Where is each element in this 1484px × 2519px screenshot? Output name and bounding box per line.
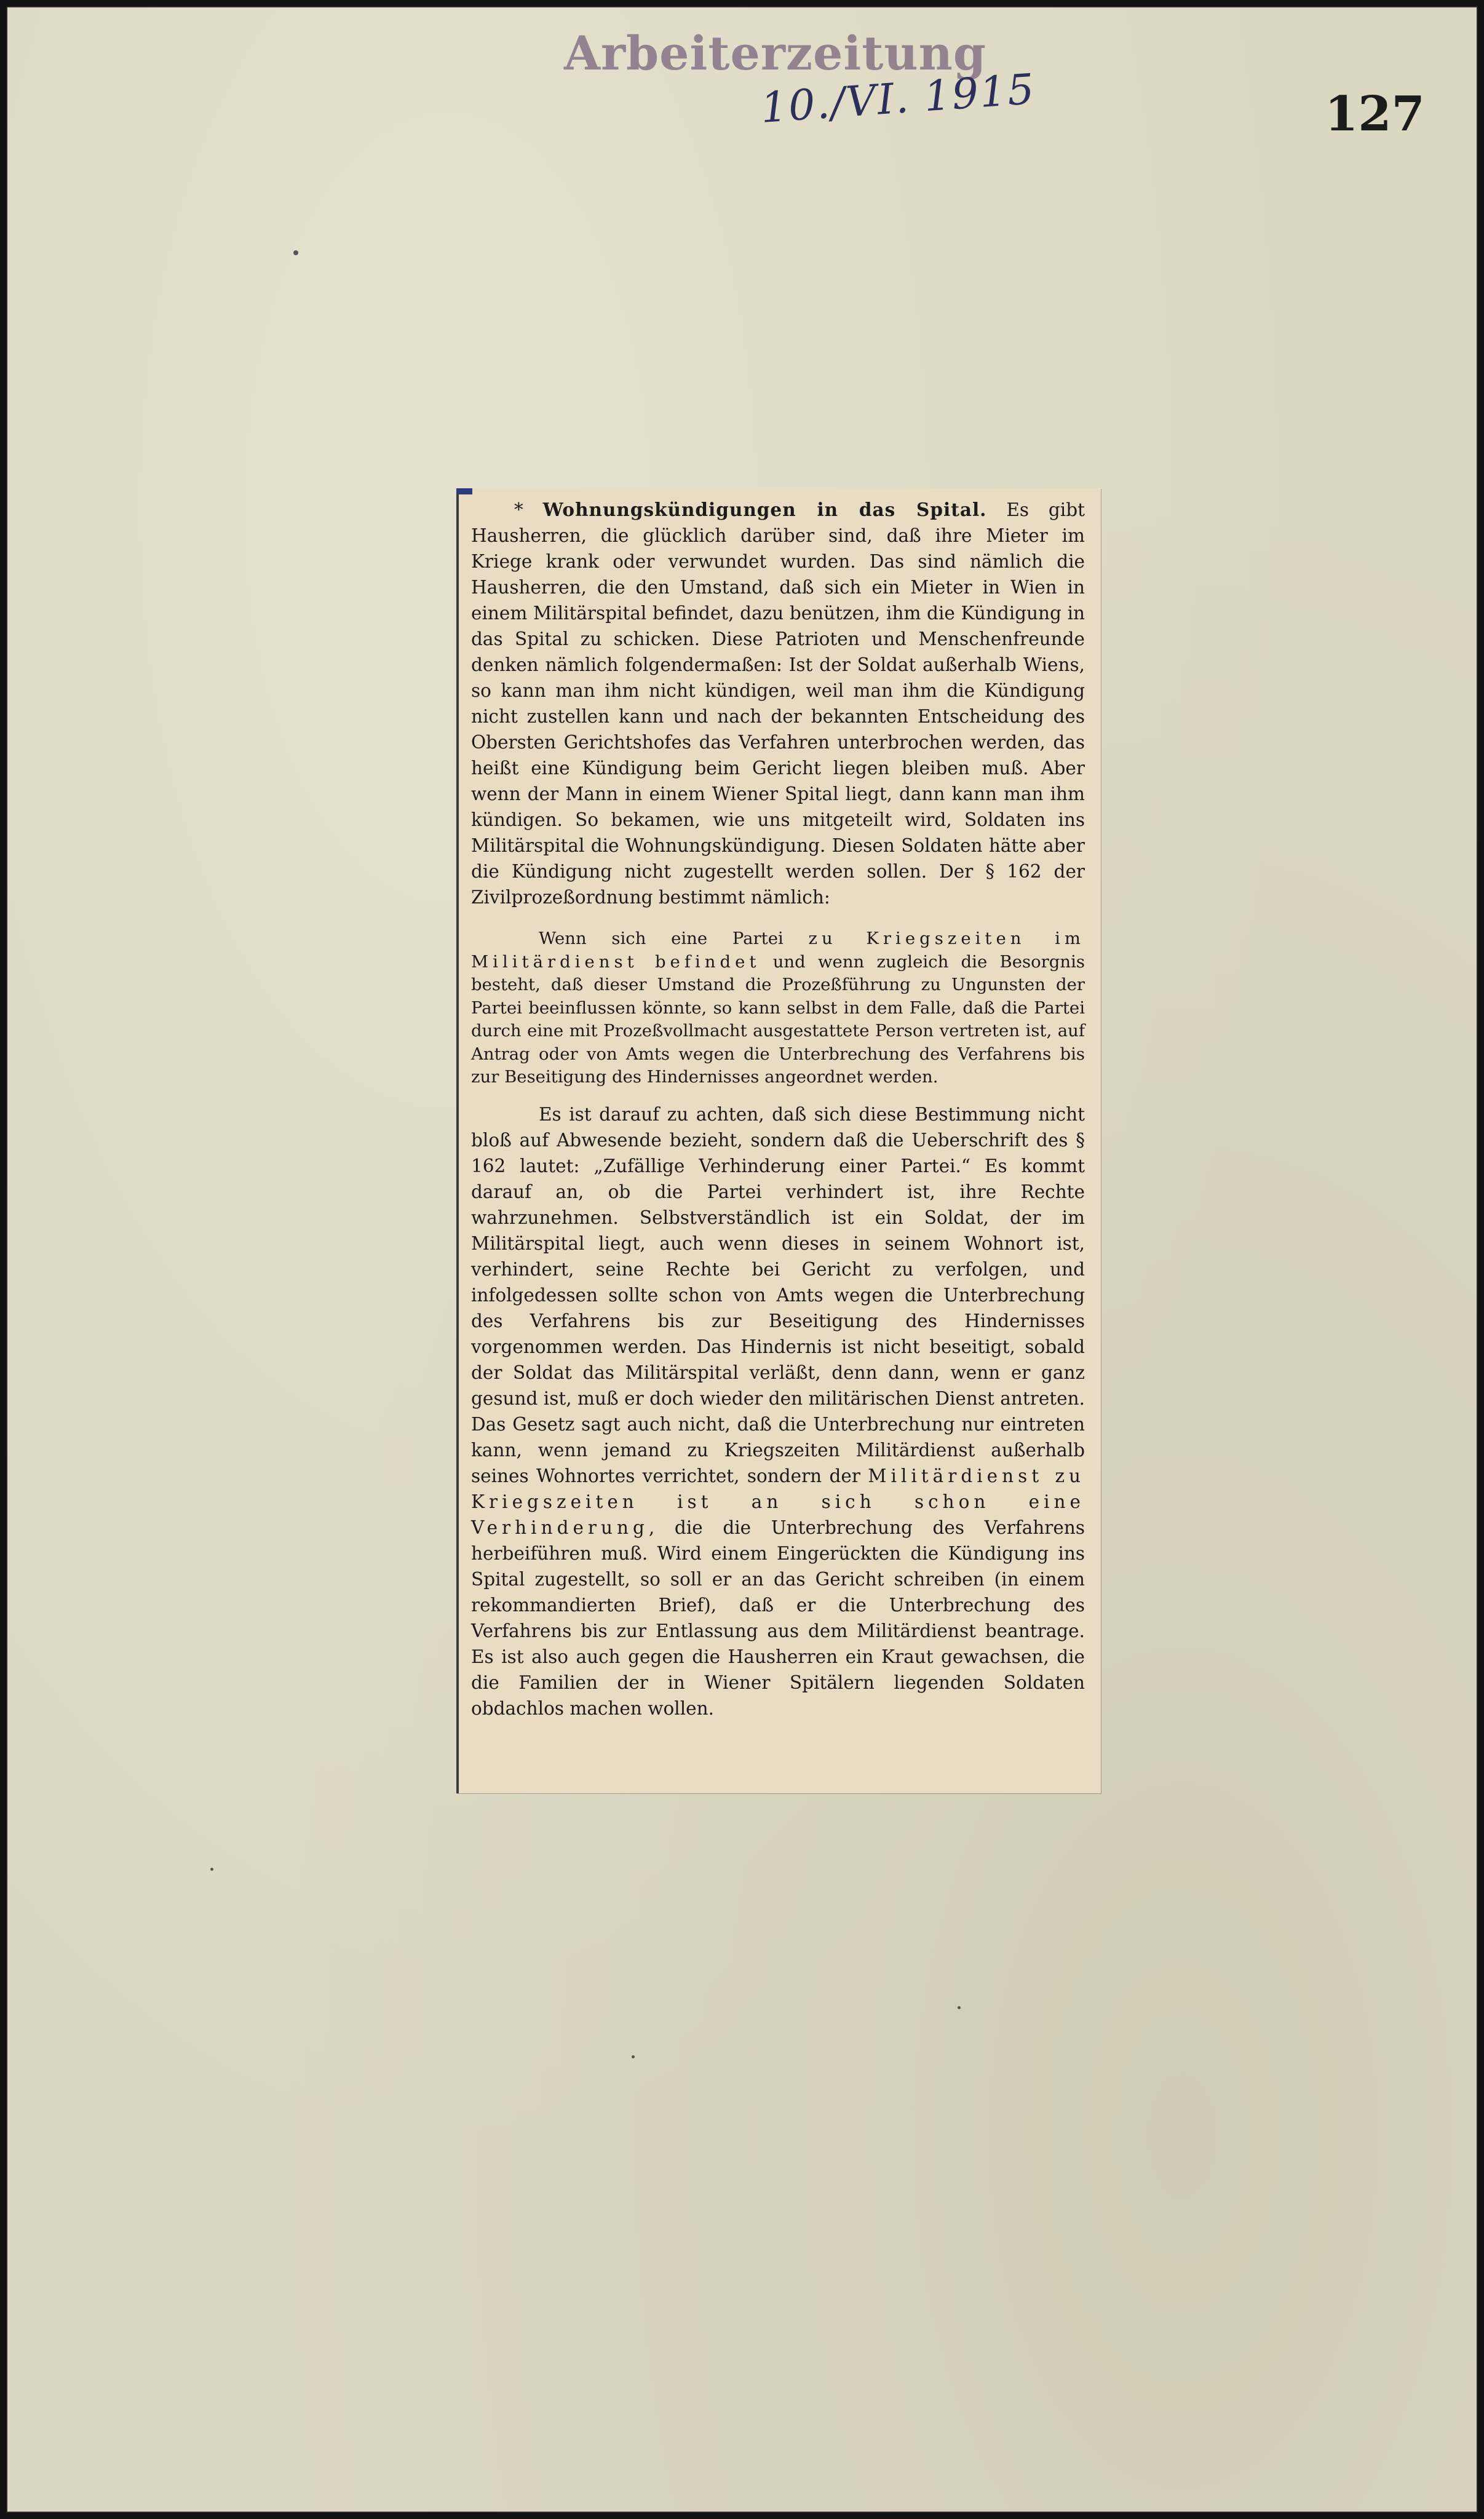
paper-speck (210, 1868, 213, 1871)
clipping-edge-mark (456, 488, 472, 494)
article-paragraph-2-emphasis: Militärdienst zu Kriegszeiten ist an sich schon eine Verhinderung (471, 1465, 1085, 1538)
page-number: 127 (1325, 86, 1425, 142)
handwritten-date: 10./VI. 1915 (759, 65, 1037, 133)
law-quote-start: Wenn sich eine Partei (539, 929, 809, 948)
law-quote-emphasis: zu Kriegszeiten im Militärdienst befindet (471, 929, 1085, 972)
article-paragraph-1-text: Es gibt Hausherren, die glücklich darüber sind, daß ihre Mieter im Kriege krank oder verwundet wurden. Das sind nämlich die Hausherren, die den Umstand, daß sich ein Mieter in Wien in einem Militärspital befindet, dazu benützen, ihm die Kündigung in das Spital zu schicken. Diese Patrioten und Menschenfreunde denken nämlich folgendermaßen: Ist der Soldat außerhalb Wiens, so kann man ihm nicht kündigen, weil man ihm die Kündigung nicht zustellen kann und nach der bekannten Entscheidung des Obersten Gerichtshofes das Verfahren unterbrochen werden, das heißt eine Kündigung beim Gericht liegen bleiben muß. Aber wenn der Mann in einem Wiener Spital liegt, dann kann man ihm kündigen. So bekamen, wie uns mitgeteilt wird, Soldaten ins Militärspital die Wohnungskündigung. Diesen Soldaten hätte aber die Kündigung nicht zugestellt werden sollen. Der § 162 der Zivilprozeßordnung bestimmt nämlich: (471, 499, 1085, 908)
article-paragraph-1 (471, 497, 1085, 910)
article-asterisk: * (514, 499, 543, 520)
article-paragraph-2-rest: , die die Unterbrechung des Verfahrens herbeiführen muß. Wird einem Eingerückten die Kündigung ins Spital zugestellt, so soll er an das Gericht schreiben (in einem rekommandierten Brief), daß er die Unterbrechung des Verfahrens bis zur Entlassung aus dem Militärdienst beantrage. Es ist also auch gegen die Hausherren ein Kraut gewachsen, die die Familien der in Wiener Spitälern liegenden Soldaten obdachlos machen wollen. (471, 1517, 1085, 1719)
article-paragraph-2 (471, 1101, 1085, 1721)
law-quote-rest: und wenn zugleich die Besorgnis besteht, daß dieser Umstand die Prozeßführung zu Ungunsten der Partei beeinflussen könnte, so kann selbst in dem Falle, daß die Partei durch eine mit Prozeßvollmacht ausgestattete Person vertreten ist, auf Antrag oder von Amts wegen die Unterbrechung des Verfahrens bis zur Beseitigung des Hindernisses angeordnet werden. (471, 951, 1085, 1087)
article-paragraph-2-start: Es ist darauf zu achten, daß sich diese Bestimmung nicht bloß auf Abwesende bezieht, sondern daß die Ueberschrift des § 162 lautet: „Zufällige Verhinderung einer Partei.“ Es kommt darauf an, ob die Partei verhindert ist, ihre Rechte wahrzunehmen. Selbstverständlich ist ein Soldat, der im Militärspital liegt, auch wenn dieses in seinem Wohnort ist, verhindert, seine Rechte bei Gericht zu verfolgen, und infolgedessen sollte schon von Amts wegen die Unterbrechung des Verfahrens bis zur Beseitigung des Hindernisses vorgenommen werden. Das Hindernis ist nicht beseitigt, sobald der Soldat das Militärspital verläßt, denn dann, wenn er ganz gesund ist, muß er doch wieder den militärischen Dienst antreten. Das Gesetz sagt auch nicht, daß die Unterbrechung nur eintreten kann, wenn jemand zu Kriegszeiten Militärdienst außerhalb seines Wohnortes verrichtet, sondern der (471, 1103, 1085, 1486)
archive-sheet (6, 6, 1478, 2513)
paper-speck (293, 250, 298, 255)
law-quote (471, 927, 1085, 1089)
newspaper-clipping (456, 488, 1101, 1793)
paper-speck (958, 2006, 961, 2009)
article-headline: Wohnungskündigungen in das Spital. (542, 499, 987, 520)
paper-speck (632, 2055, 635, 2058)
newspaper-stamp: Arbeiterzeitung (564, 26, 987, 81)
